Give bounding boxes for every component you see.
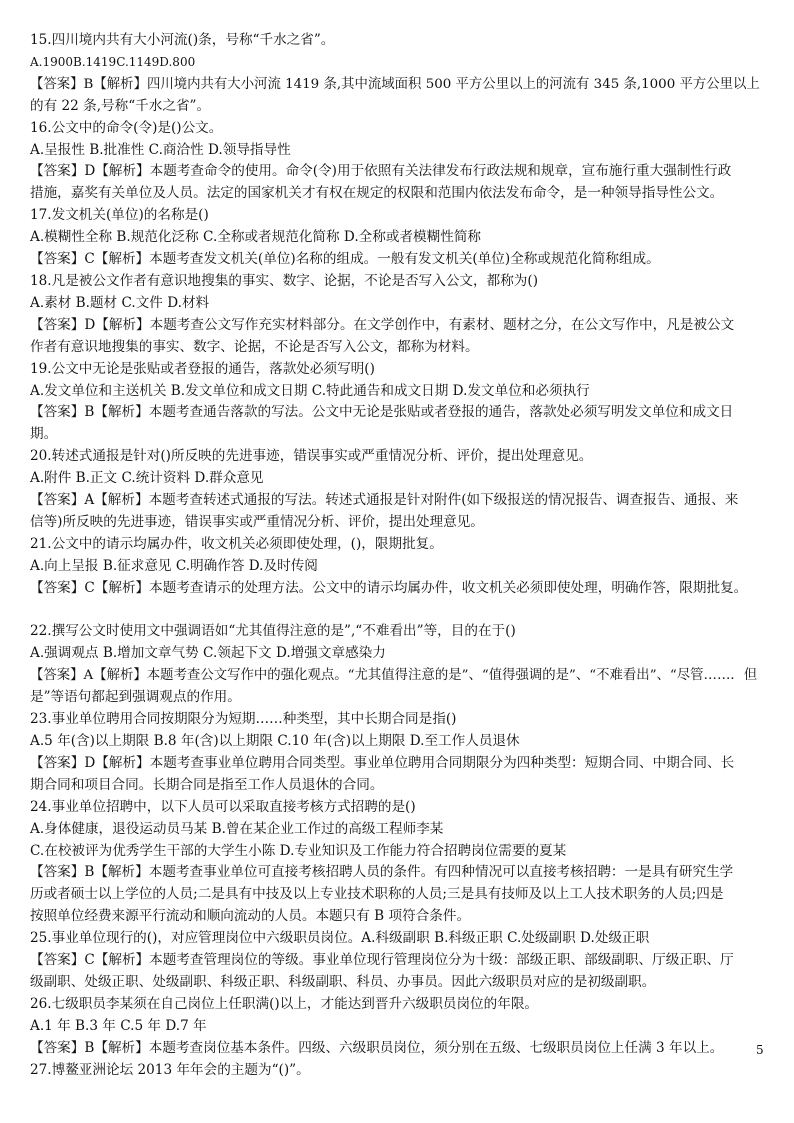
q17-options: A.模糊性全称 B.规范化泛称 C.全称或者规范化简称 D.全称或者模糊性简称 [30,229,482,246]
q16-answer-line1: 【答案】D【解析】本题考查命令的使用。命令(令)用于依照有关法律发布行政法规和规章，宣布施行重大强制性行政 [30,163,732,180]
q22-question: 22.撰写公文时使用文中强调语如“尤其值得注意的是”,“不难看出”等，目的在于() [30,623,516,640]
q22-answer-line1: 【答案】A【解析】本题考查公文写作中的强化观点。“尤其值得注意的是”、“值得强调的是”、“不难看出”、“尽管……．但 [30,668,758,684]
q19-question: 19.公文中无论是张贴或者登报的通告，落款处必须写明() [30,360,375,377]
document-page [30,30,764,1081]
q24-answer-line3: 按照单位经费来源平行流动和顺向流动的人员。本题只有 B 项符合条件。 [30,908,471,925]
q16-options: A.呈报性 B.批准性 C.商洽性 D.领导指导性 [30,141,291,158]
q19-answer-line2: 期。 [30,426,58,443]
q19-answer-line1: 【答案】B【解析】本题考查通告落款的写法。公文中无论是张贴或者登报的通告，落款处必须写明发文单位和成文日 [30,404,734,421]
q16-answer-line2: 措施，嘉奖有关单位及人员。法定的国家机关才有权在规定的权限和范围内依法发布命令，是一种领导指导性公文。 [30,185,724,202]
q21-question: 21.公文中的请示均属办件，收文机关必须即使处理，()，限期批复。 [30,535,443,552]
q20-answer-line1: 【答案】A【解析】本题考查转述式通报的写法。转述式通报是针对附件(如下级报送的情况报告、调查报告、通报、来 [30,492,739,509]
q17-question: 17.发文机关(单位)的名称是() [30,207,209,224]
q18-answer-line1: 【答案】D【解析】本题考查公文写作充实材料部分。在文学创作中，有素材、题材之分，在公文写作中，凡是被公文 [30,316,735,333]
q18-options: A.素材 B.题材 C.文件 D.材料 [30,294,210,311]
q24-answer-line1: 【答案】B【解析】本题考查事业单位可直接考核招聘人员的条件。有四种情况可以直接考核招聘：一是具有研究生学 [30,864,734,881]
q15-answer-line1: 【答案】B【解析】四川境内共有大小河流 1419 条,其中流域面积 500 平方公里以上的河流有 345 条,1000 平方公里以上 [30,76,760,92]
q27-question: 27.博鳌亚洲论坛 2013 年年会的主题为“()”。 [30,1061,310,1078]
q16-question: 16.公文中的命令(令)是()公文。 [30,119,223,136]
q15-answer-line2: 的有 22 条,号称“千水之省”。 [30,97,211,114]
q19-options: A.发文单位和主送机关 B.发文单位和成文日期 C.特此通告和成文日期 D.发文单位和必须执行 [30,382,590,399]
q24-answer-line2: 历或者硕士以上学位的人员;二是具有中技及以上专业技术职称的人员;三是具有技师及以上工人技术职务的人员;四是 [30,886,724,903]
q26-question: 26.七级职员李某须在自己岗位上任职满()以上，才能达到晋升六级职员岗位的年限。 [30,995,539,1012]
q25-answer-line1: 【答案】C【解析】本题考查管理岗位的等级。事业单位现行管理岗位分为十级：部级正职、部级副职、厅级正职、厅 [30,952,734,969]
q26-options: A.1 年 B.3 年 C.5 年 D.7 年 [30,1017,207,1034]
q18-question: 18.凡是被公文作者有意识地搜集的事实、数字、论据，不论是否写入公文，都称为() [30,272,539,289]
blank-line [30,600,764,622]
q15-question: 15.四川境内共有大小河流()条，号称“千水之省”。 [30,32,335,48]
q24-options-line2: C.在校被评为优秀学生干部的大学生小陈 D.专业知识及工作能力符合招聘岗位需要的夏某 [30,842,567,859]
q23-answer-line1: 【答案】D【解析】本题考查事业单位聘用合同类型。事业单位聘用合同期限分为四种类型：短期合同、中期合同、长 [30,754,735,771]
q20-options: A.附件 B.正文 C.统计资料 D.群众意见 [30,470,264,487]
q23-options: A.5 年(含)以上期限 B.8 年(含)以上期限 C.10 年(含)以上期限 D.至工作人员退休 [30,732,520,749]
page-number: 5 [756,1043,764,1057]
q23-answer-line2: 期合同和项目合同。长期合同是指至工作人员退休的合同。 [30,776,384,793]
q20-question: 20.转述式通报是针对()所反映的先进事迹，错误事实或严重情况分析、评价，提出处理意见。 [30,448,593,465]
q18-answer-line2: 作者有意识地搜集的事实、数字、论据，不论是否写入公文，都称为材料。 [30,338,479,355]
q20-answer-line2: 信等)所反映的先进事迹，错误事实或严重情况分析、评价，提出处理意见。 [30,513,484,530]
q22-answer-line2: 是”等语句都起到强调观点的作用。 [30,689,241,706]
q24-question: 24.事业单位招聘中，以下人员可以采取直接考核方式招聘的是() [30,798,416,815]
q23-question: 23.事业单位聘用合同按期限分为短期……种类型，其中长期合同是指() [30,711,457,728]
q24-options-line1: A.身体健康，退役运动员马某 B.曾在某企业工作过的高级工程师李某 [30,820,444,837]
q21-answer: 【答案】C【解析】本题考查请示的处理方法。公文中的请示均属办件，收文机关必须即使处理，明确作答，限期批复。 [30,579,748,596]
q17-answer: 【答案】C【解析】本题考查发文机关(单位)名称的组成。一般有发文机关(单位)全称或规范化简称组成。 [30,251,660,268]
q15-options: A.1900B.1419C.1149D.800 [30,54,196,69]
q26-answer: 【答案】B【解析】本题考查岗位基本条件。四级、六级职员岗位，须分别在五级、七级职员岗位上任满 3 年以上。 [30,1039,724,1056]
q25-question: 25.事业单位现行的()，对应管理岗位中六级职员岗位。A.科级副职 B.科级正职 C.处级副职 D.处级正职 [30,930,650,947]
q25-answer-line2: 级副职、处级正职、处级副职、科级正职、科级副职、科员、办事员。因此六级职员对应的是初级副职。 [30,973,656,990]
q21-options: A.向上呈报 B.征求意见 C.明确作答 D.及时传阅 [30,557,318,574]
q22-options: A.强调观点 B.增加文章气势 C.领起下文 D.增强文章感染力 [30,645,386,662]
